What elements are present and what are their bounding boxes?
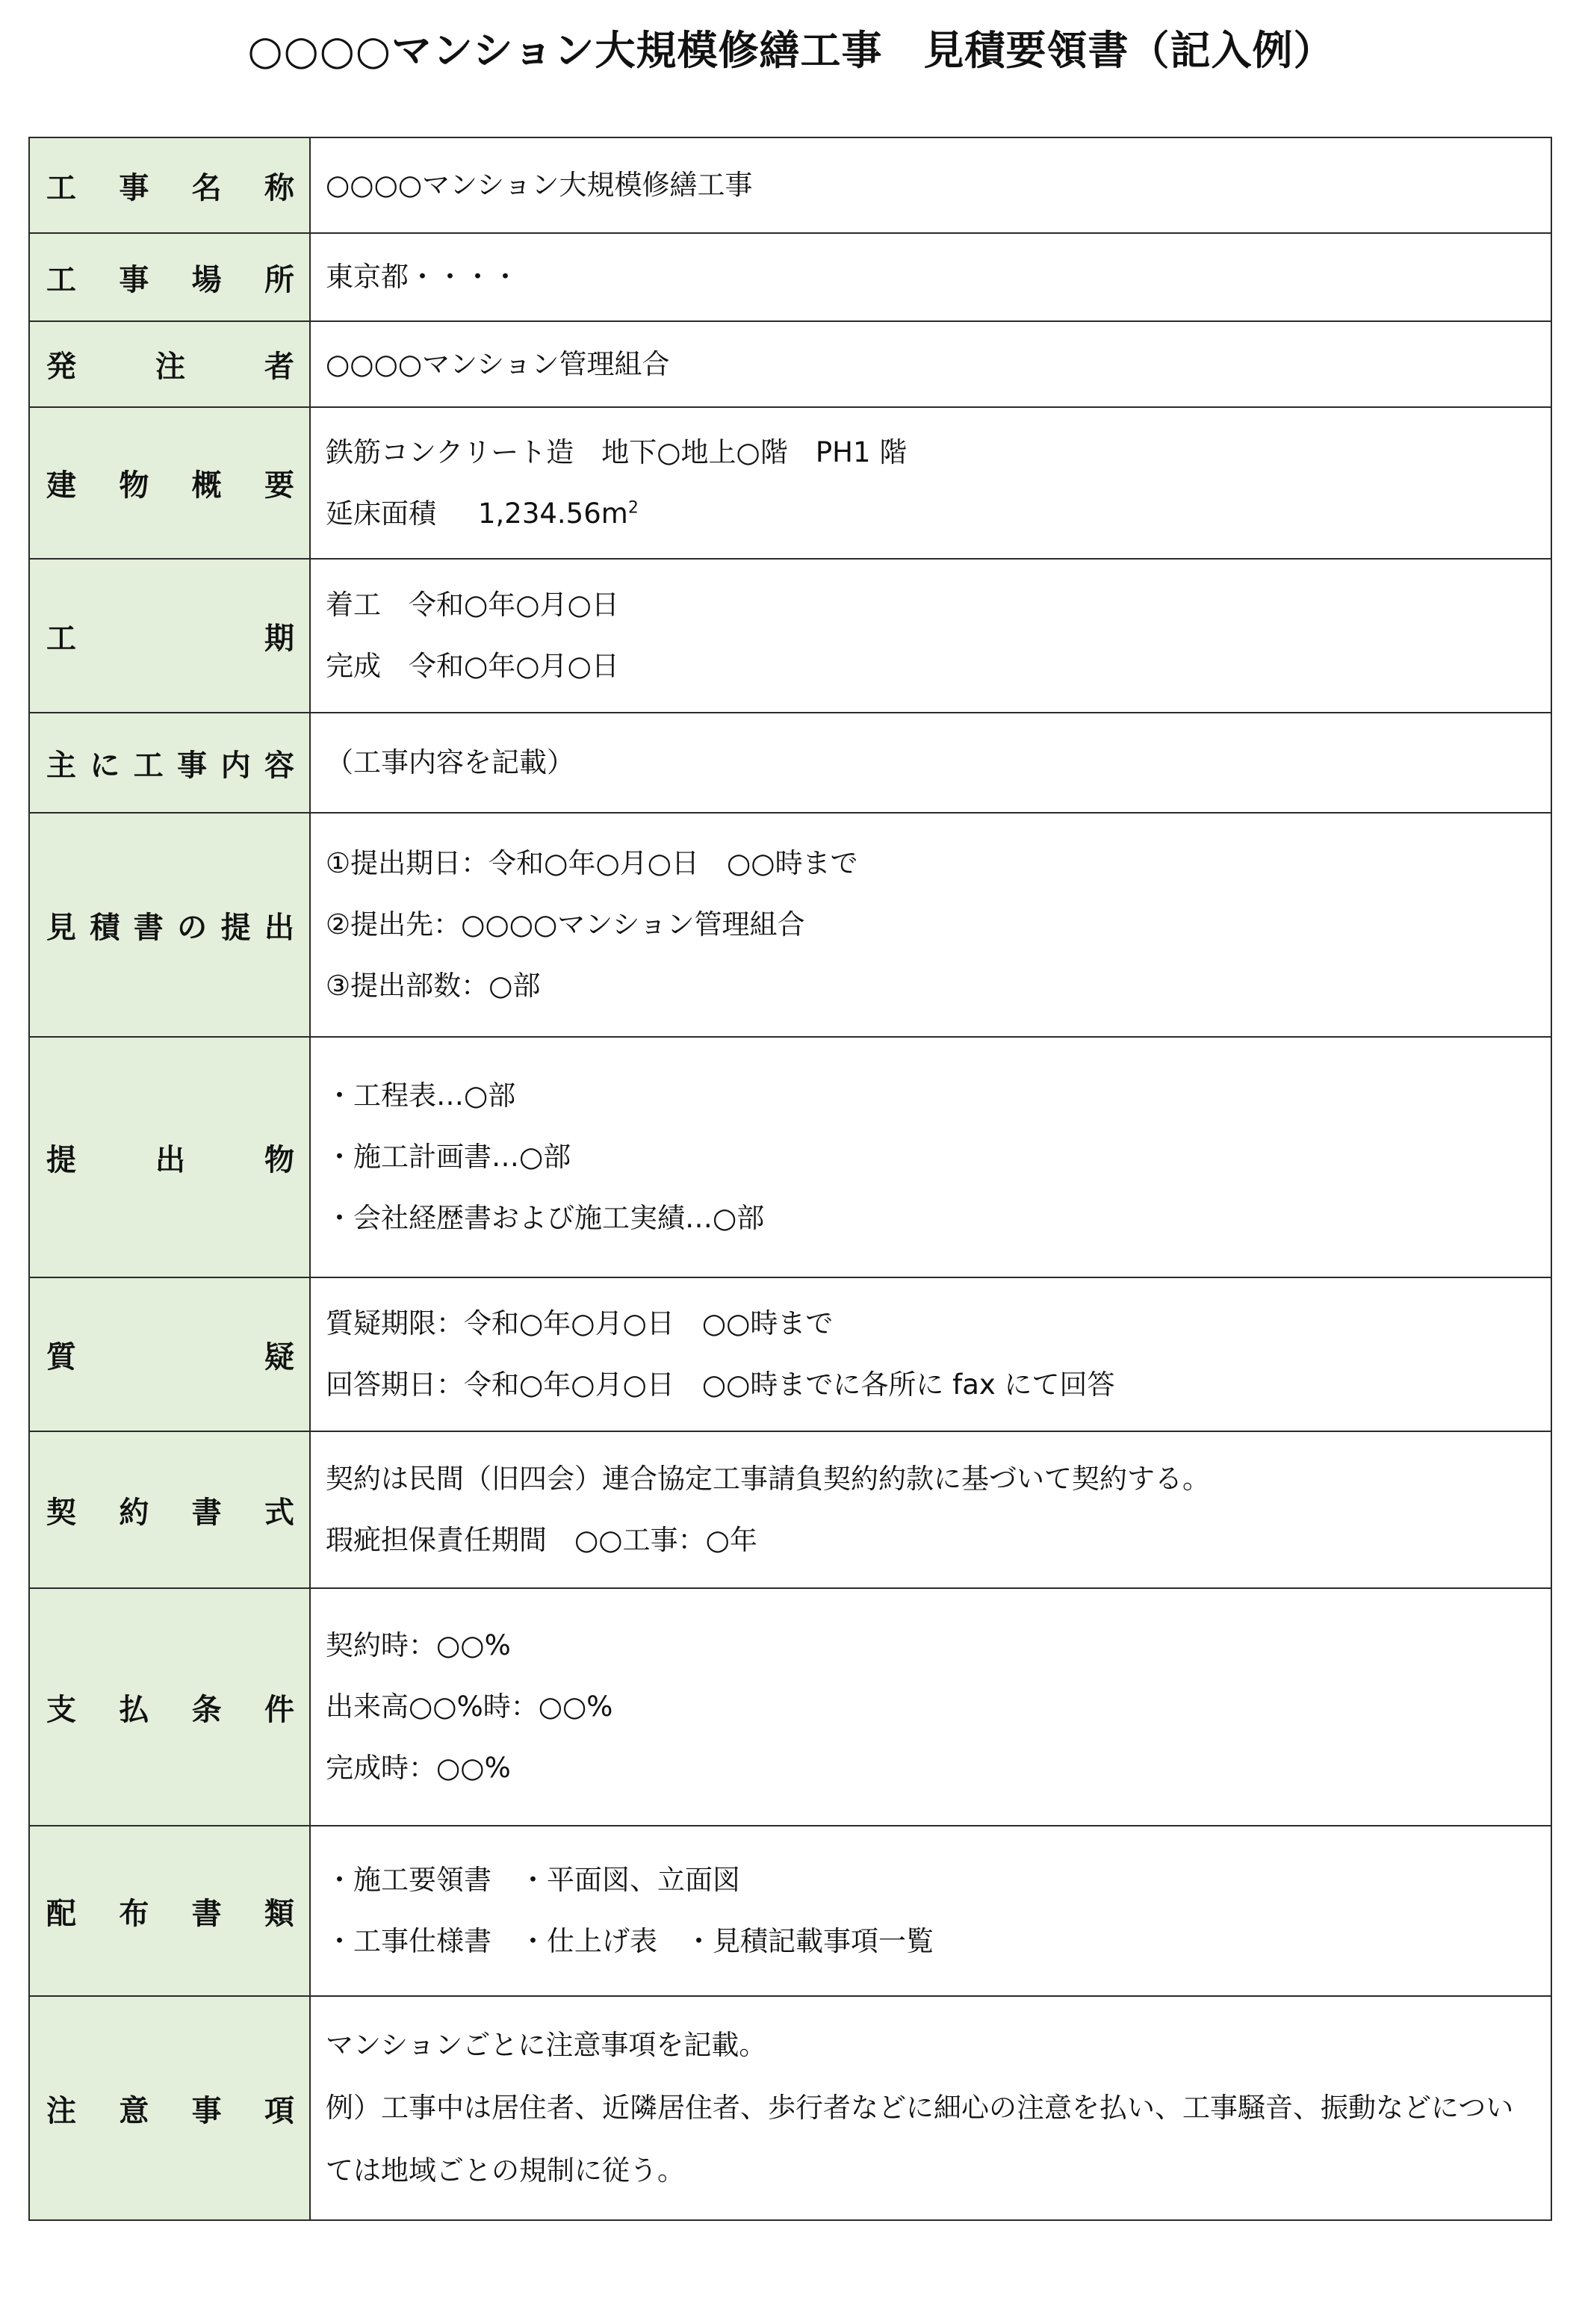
- row-label-char: 事: [119, 170, 149, 205]
- row-label-char: 発: [46, 350, 76, 384]
- row-label: [30, 1333, 309, 1376]
- estimate-guideline-table: [28, 137, 1552, 2221]
- row-label-char: 書: [191, 1495, 222, 1530]
- row-label-char: 布: [119, 1896, 149, 1931]
- row-label-char: 書: [133, 910, 164, 945]
- row-value-line: ○○○○マンション管理組合: [326, 347, 670, 380]
- row-value-line: 着工 令和○年○月○日: [326, 589, 619, 621]
- row-label-char: 約: [119, 1495, 149, 1530]
- row-label-char: 事: [177, 748, 208, 783]
- row-value-line: ・工程表…○部: [326, 1079, 516, 1112]
- row-label-char: 積: [90, 910, 120, 945]
- row-label-char: 期: [264, 621, 294, 656]
- row-value-line: 完成時：○○%: [326, 1752, 511, 1784]
- row-label-char: に: [90, 748, 120, 783]
- row-label-char: 場: [191, 262, 222, 297]
- table-row: [29, 407, 1551, 559]
- row-value-cell: [310, 813, 1551, 1037]
- row-label-char: 出: [264, 910, 294, 945]
- row-label: [30, 742, 309, 784]
- floor-area-value: 1,234.56m: [478, 497, 628, 530]
- row-label: [30, 1890, 309, 1933]
- row-value-line: 例）工事中は居住者、近隣居住者、歩行者などに細心の注意を払い、工事騒音、振動などについては地域ごとの規制に従う。: [326, 2092, 1514, 2187]
- row-label-char: 工: [46, 621, 76, 656]
- row-value-cell: [310, 407, 1551, 559]
- row-value-cell: [310, 233, 1551, 321]
- row-value-line: 鉄筋コンクリート造 地下○地上○階 PH1 階: [326, 436, 908, 468]
- row-value-line: ○○○○マンション大規模修繕工事: [326, 169, 753, 201]
- table-row: [29, 1037, 1551, 1277]
- row-label-char: 注: [46, 2093, 76, 2128]
- row-label-char: 払: [119, 1692, 149, 1727]
- row-label-char: 事: [119, 262, 149, 297]
- floor-area-label: 延床面積: [326, 497, 436, 530]
- row-label-char: 物: [264, 1142, 294, 1177]
- row-value-cell: [310, 321, 1551, 407]
- row-label-char: 者: [264, 350, 294, 384]
- row-label-char: 概: [191, 468, 222, 503]
- table-row: [29, 1996, 1551, 2220]
- row-value-line: ・施工計画書…○部: [326, 1141, 571, 1173]
- row-label-char: 出: [155, 1142, 185, 1177]
- row-label-cell: [29, 1277, 310, 1431]
- floor-area-unit-superscript: 2: [627, 498, 639, 518]
- row-label-char: 称: [264, 170, 294, 205]
- row-value-line: ③提出部数：○部: [326, 970, 541, 1002]
- row-label-char: 注: [155, 350, 185, 384]
- row-label-cell: [29, 1996, 310, 2220]
- row-label-char: 内: [220, 748, 251, 783]
- row-label: [30, 1136, 309, 1179]
- row-value-line: ①提出期日：令和○年○月○日 ○○時まで: [326, 847, 858, 879]
- row-label-char: 工: [46, 170, 76, 205]
- row-label-cell: [29, 1431, 310, 1588]
- row-label-char: 疑: [264, 1339, 294, 1375]
- row-value-line: 契約時：○○%: [326, 1629, 511, 1661]
- row-label-char: 提: [46, 1142, 76, 1177]
- row-value-cell: [310, 1431, 1551, 1588]
- document-title: ○○○○マンション大規模修繕工事 見積要領書（記入例）: [247, 27, 1335, 74]
- row-label-char: 意: [119, 2093, 149, 2128]
- row-label-char: 容: [264, 748, 294, 783]
- row-label-cell: [29, 559, 310, 713]
- row-value-line: 回答期日：令和○年○月○日 ○○時までに各所に fax にて回答: [326, 1369, 1115, 1401]
- row-label: [30, 1686, 309, 1729]
- row-label-char: 事: [191, 2093, 222, 2128]
- row-label-char: 配: [46, 1896, 76, 1931]
- row-label-char: 式: [264, 1495, 294, 1530]
- row-label: [30, 462, 309, 504]
- row-label-cell: [29, 233, 310, 321]
- row-value-cell: [310, 1277, 1551, 1431]
- row-label-char: の: [177, 910, 208, 945]
- row-label-cell: [29, 1588, 310, 1826]
- table-row: [29, 233, 1551, 321]
- row-label: [30, 904, 309, 946]
- row-value-line: ②提出先：○○○○マンション管理組合: [326, 908, 805, 941]
- table-row: [29, 1588, 1551, 1826]
- row-label: [30, 615, 309, 657]
- row-value-cell: [310, 1037, 1551, 1277]
- row-label-char: 質: [46, 1339, 76, 1375]
- row-label-char: 項: [264, 2093, 294, 2128]
- row-label: [30, 256, 309, 299]
- row-value-line: 完成 令和○年○月○日: [326, 650, 619, 682]
- row-label-char: 建: [46, 468, 76, 503]
- row-value-cell: [310, 1996, 1551, 2220]
- row-label: [30, 343, 309, 385]
- row-value-line: 東京都・・・・: [326, 261, 519, 293]
- row-label-char: 工: [133, 748, 164, 783]
- row-label-char: 件: [264, 1692, 294, 1727]
- row-label-cell: [29, 1037, 310, 1277]
- row-label-cell: [29, 321, 310, 407]
- row-label-char: 条: [191, 1692, 222, 1727]
- table-row: [29, 813, 1551, 1037]
- row-label-char: 支: [46, 1692, 76, 1727]
- row-label: [30, 2087, 309, 2130]
- row-value-line: ・会社経歴書および施工実績…○部: [326, 1202, 765, 1234]
- row-label-cell: [29, 407, 310, 559]
- table-row: [29, 137, 1551, 233]
- row-label-cell: [29, 137, 310, 233]
- row-label-char: 主: [46, 748, 76, 783]
- row-value-line: ・工事仕様書 ・仕上げ表 ・見積記載事項一覧: [326, 1925, 934, 1957]
- row-label-char: 提: [220, 910, 251, 945]
- row-value-cell: [310, 1588, 1551, 1826]
- row-value-line: マンションごとに注意事項を記載。: [326, 2029, 767, 2061]
- table-row: [29, 1277, 1551, 1431]
- row-value-cell: [310, 559, 1551, 713]
- row-value-line: 質疑期限：令和○年○月○日 ○○時まで: [326, 1307, 834, 1339]
- row-value-line: [326, 483, 1537, 545]
- row-value-cell: [310, 137, 1551, 233]
- row-label-char: 契: [46, 1495, 76, 1530]
- row-label-char: 書: [191, 1896, 222, 1931]
- row-label-char: 要: [264, 468, 294, 503]
- table-row: [29, 713, 1551, 813]
- row-value-cell: [310, 1826, 1551, 1996]
- table-row: [29, 1826, 1551, 1996]
- row-label-char: 名: [191, 170, 222, 205]
- row-label-char: 物: [119, 468, 149, 503]
- row-label-char: 工: [46, 262, 76, 297]
- row-value-cell: [310, 713, 1551, 813]
- row-label: [30, 164, 309, 207]
- row-label-cell: [29, 713, 310, 813]
- row-label-cell: [29, 1826, 310, 1996]
- table-row: [29, 1431, 1551, 1588]
- row-label: [30, 1489, 309, 1531]
- row-label-char: 類: [264, 1896, 294, 1931]
- table-row: [29, 321, 1551, 407]
- row-label-cell: [29, 813, 310, 1037]
- row-label-char: 見: [46, 910, 76, 945]
- row-value-line: ・施工要領書 ・平面図、立面図: [326, 1864, 740, 1896]
- row-value-line: 契約は民間（旧四会）連合協定工事請負契約約款に基づいて契約する。: [326, 1463, 1210, 1495]
- row-label-char: 所: [264, 262, 294, 297]
- row-value-line: 出来高○○%時：○○%: [326, 1691, 613, 1723]
- table-row: [29, 559, 1551, 713]
- row-value-line: （工事内容を記載）: [326, 746, 574, 778]
- row-value-line: 瑕疵担保責任期間 ○○工事：○年: [326, 1524, 757, 1556]
